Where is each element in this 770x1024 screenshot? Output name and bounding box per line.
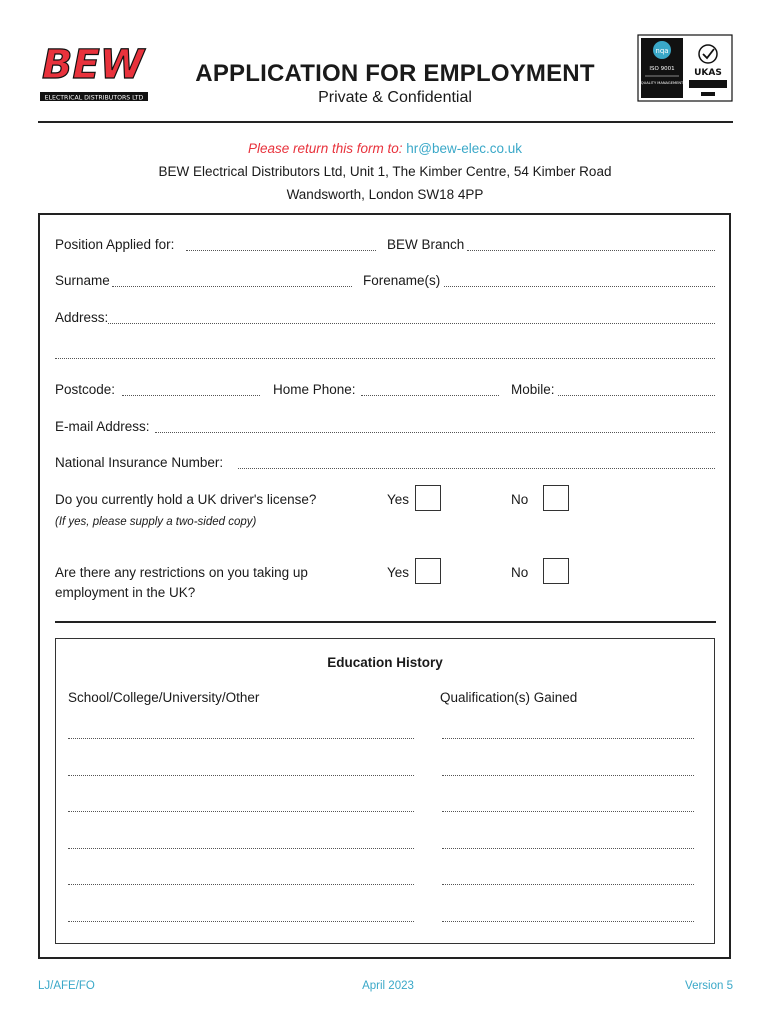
- education-col-school: School/College/University/Other: [68, 690, 260, 705]
- forename-field[interactable]: [444, 286, 715, 287]
- restrictions-question-line2: employment in the UK?: [55, 585, 196, 600]
- license-note: (If yes, please supply a two-sided copy): [55, 516, 257, 528]
- mobile-label: Mobile:: [511, 382, 555, 397]
- license-question: Do you currently hold a UK driver's license?: [55, 492, 317, 507]
- education-history-box: [55, 638, 715, 944]
- license-no-label: No: [511, 492, 529, 507]
- qualification-field-3[interactable]: [442, 811, 694, 812]
- restrictions-no-checkbox[interactable]: [543, 558, 569, 584]
- school-field-1[interactable]: [68, 738, 414, 739]
- logo-subtext: ELECTRICAL DISTRIBUTORS LTD: [44, 94, 144, 102]
- iso-text: ISO 9001: [649, 66, 675, 72]
- branch-label: BEW Branch: [387, 237, 465, 252]
- school-field-3[interactable]: [68, 811, 414, 812]
- restrictions-question-line1: Are there any restrictions on you taking up: [55, 565, 308, 580]
- quality-text: QUALITY MANAGEMENT: [640, 81, 684, 85]
- school-field-2[interactable]: [68, 775, 414, 776]
- license-yes-checkbox[interactable]: [415, 485, 441, 511]
- qualification-field-6[interactable]: [442, 921, 694, 922]
- return-address-line1: BEW Electrical Distributors Ltd, Unit 1, The Kimber Centre, 54 Kimber Road: [158, 164, 612, 179]
- qualification-field-5[interactable]: [442, 884, 694, 885]
- return-prefix: Please return this form to:: [247, 141, 403, 156]
- surname-field[interactable]: [112, 286, 352, 287]
- ukas-text: UKAS: [694, 68, 722, 78]
- restrictions-no-label: No: [511, 565, 529, 580]
- address-field-line2[interactable]: [55, 358, 715, 359]
- restrictions-yes-checkbox[interactable]: [415, 558, 441, 584]
- branch-field[interactable]: [467, 250, 715, 251]
- email-field[interactable]: [155, 432, 715, 433]
- mobile-field[interactable]: [558, 395, 715, 396]
- return-address-line2: Wandsworth, London SW18 4PP: [286, 187, 484, 202]
- forename-label: Forename(s): [363, 273, 441, 288]
- address-field-line1[interactable]: [108, 323, 715, 324]
- ni-field[interactable]: [238, 468, 715, 469]
- return-instructions: [0, 141, 770, 156]
- education-title: Education History: [327, 655, 443, 670]
- footer-date: April 2023: [362, 980, 414, 992]
- certification-badge: [637, 34, 733, 102]
- bew-logo-graphic: [38, 36, 150, 106]
- postcode-label: Postcode:: [55, 382, 116, 397]
- section-divider: [55, 621, 716, 623]
- qualification-field-1[interactable]: [442, 738, 694, 739]
- school-field-4[interactable]: [68, 848, 414, 849]
- license-yes-label: Yes: [387, 492, 410, 507]
- page-subtitle: Private & Confidential: [318, 89, 472, 106]
- qualification-field-2[interactable]: [442, 775, 694, 776]
- postcode-field[interactable]: [122, 395, 260, 396]
- page-title: APPLICATION FOR EMPLOYMENT: [195, 60, 595, 87]
- bew-logo: [38, 36, 150, 106]
- school-field-6[interactable]: [68, 921, 414, 922]
- return-email-link[interactable]: hr@bew-elec.co.uk: [406, 141, 523, 156]
- school-field-5[interactable]: [68, 884, 414, 885]
- restrictions-yes-label: Yes: [387, 565, 410, 580]
- education-col-qualification: Qualification(s) Gained: [440, 690, 578, 705]
- position-field[interactable]: [186, 250, 376, 251]
- home-phone-field[interactable]: [361, 395, 499, 396]
- email-label: E-mail Address:: [55, 419, 150, 434]
- qualification-field-4[interactable]: [442, 848, 694, 849]
- surname-label: Surname: [55, 273, 110, 288]
- address-label: Address:: [55, 310, 109, 325]
- certification-graphic: [637, 34, 733, 102]
- footer-version: Version 5: [685, 980, 733, 992]
- ni-label: National Insurance Number:: [55, 455, 224, 470]
- home-phone-label: Home Phone:: [273, 382, 356, 397]
- position-label: Position Applied for:: [55, 237, 175, 252]
- footer-reference: LJ/AFE/FO: [38, 980, 95, 992]
- nqa-text: nqa: [655, 47, 669, 55]
- logo-text: BEW: [42, 42, 144, 88]
- license-no-checkbox[interactable]: [543, 485, 569, 511]
- header-divider: [38, 121, 733, 123]
